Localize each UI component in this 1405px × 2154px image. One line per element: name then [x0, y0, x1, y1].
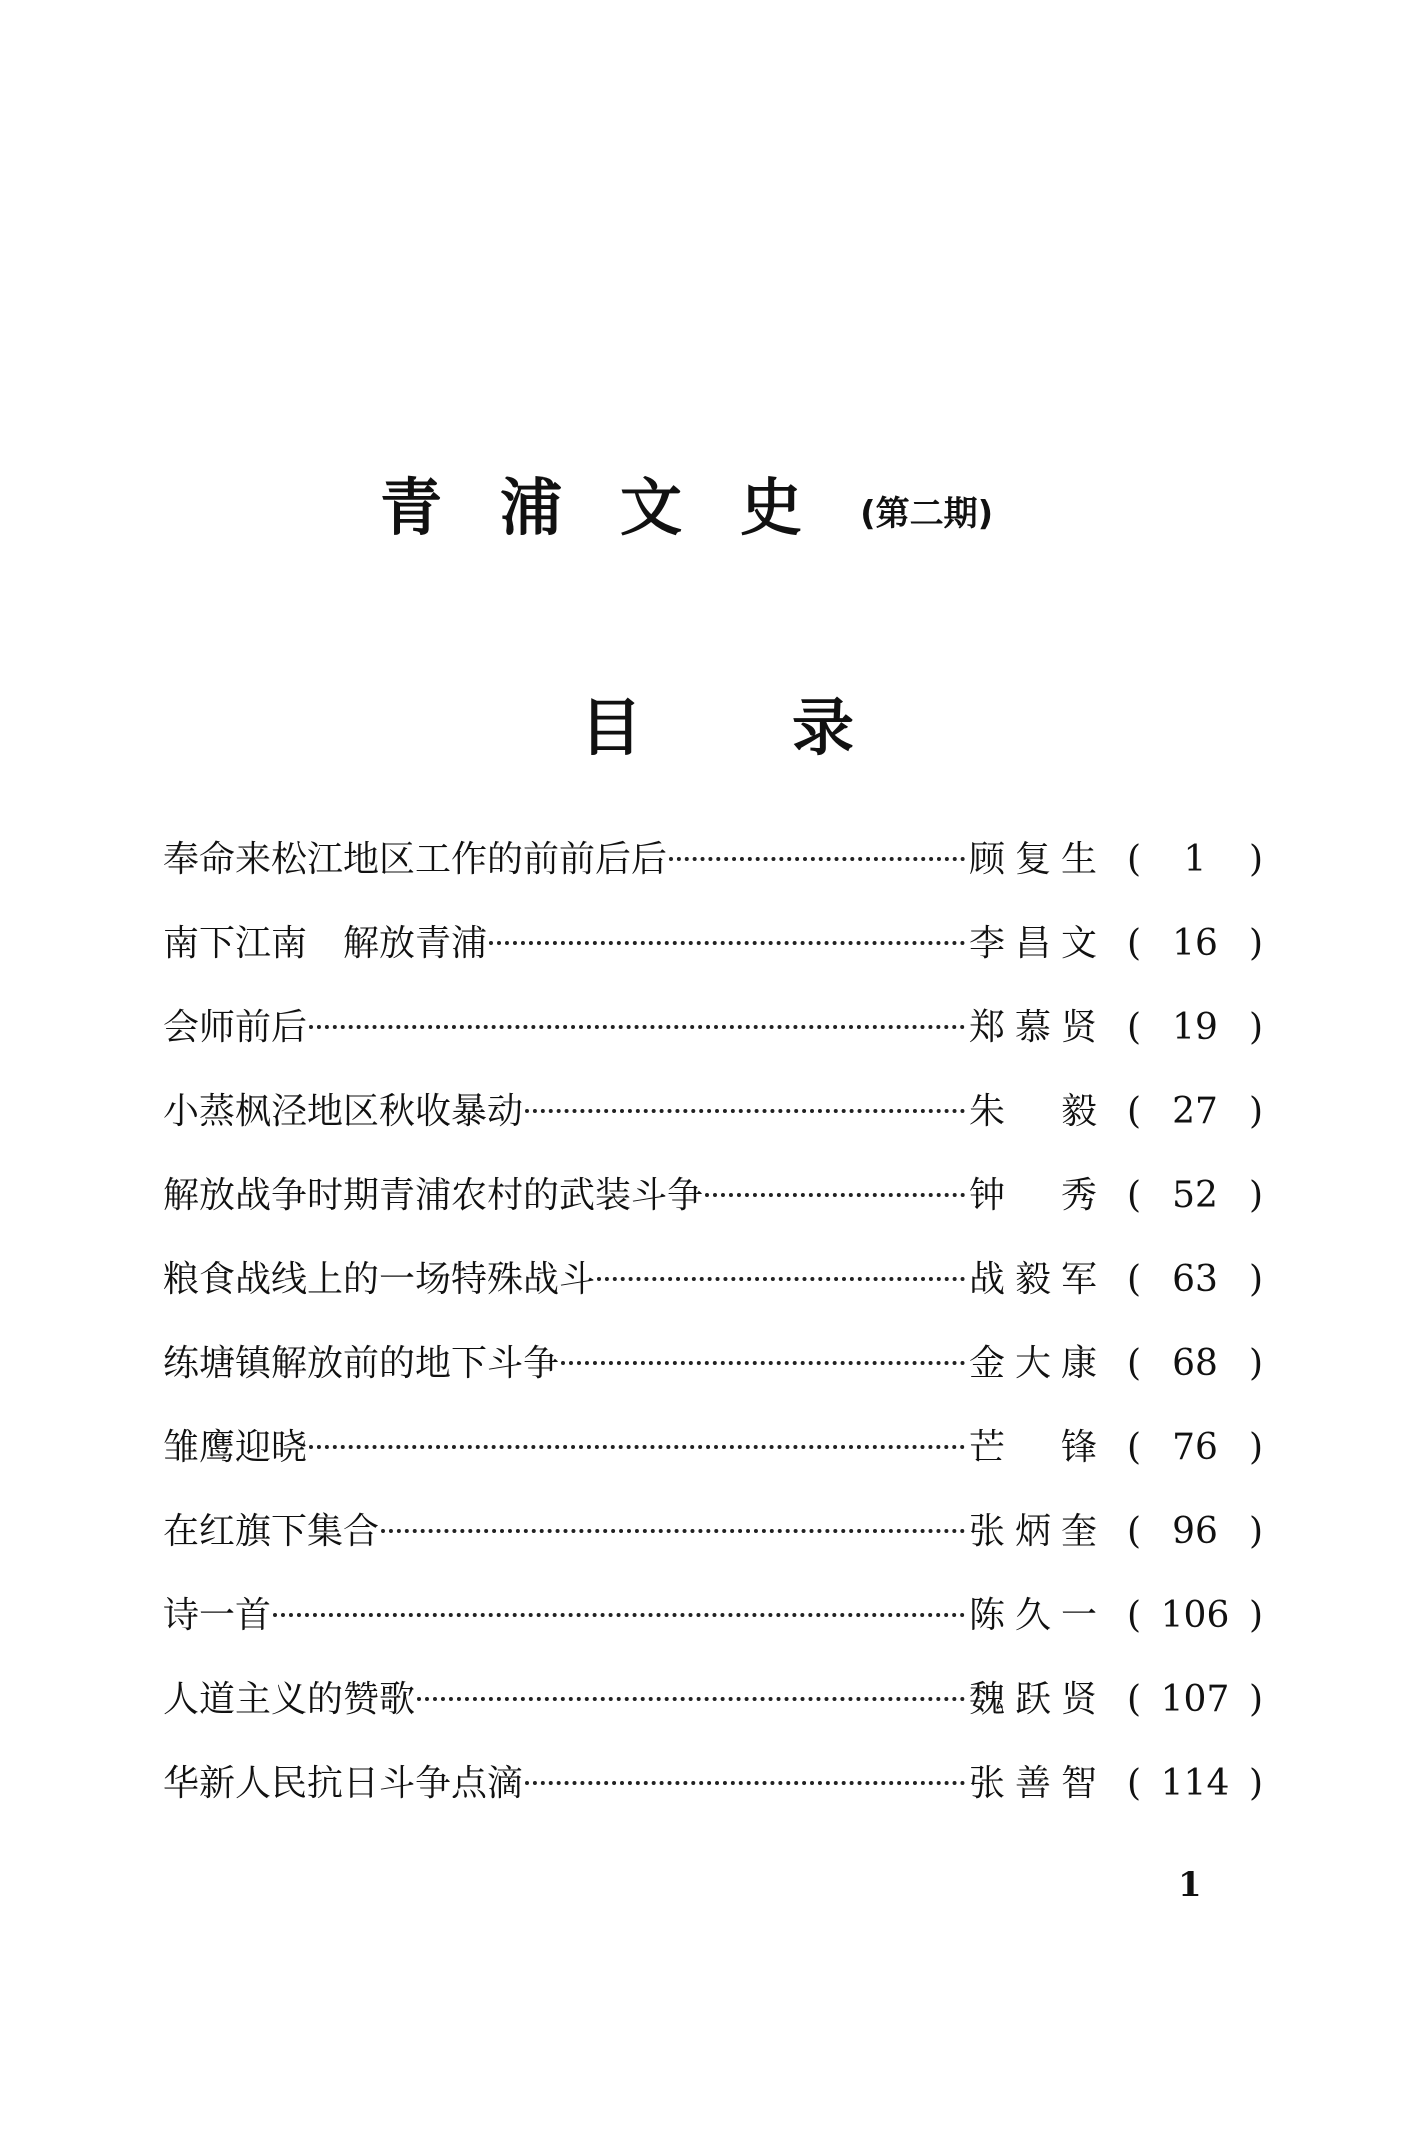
- toc-entry: [163, 1754, 1263, 1838]
- toc-entry-page: [1127, 998, 1263, 1058]
- dot-leader: [309, 1025, 965, 1029]
- toc-entry-title: 小蒸枫泾地区秋收暴动: [163, 1091, 524, 1132]
- title-char: 史: [740, 471, 803, 544]
- toc-entry-author: 战毅军: [969, 1259, 1097, 1300]
- toc-heading: [580, 688, 854, 768]
- toc-entry: [163, 1586, 1263, 1670]
- toc-entry-page-number: 107: [1160, 1679, 1230, 1720]
- toc-entry-author: 芒 锋: [969, 1427, 1097, 1468]
- toc-entry-page-number: 19: [1172, 1007, 1218, 1048]
- paren-open: (: [1127, 1091, 1142, 1132]
- paren-close: ): [1248, 1259, 1263, 1300]
- toc-entry-page: [1127, 1418, 1263, 1478]
- paren-open: (: [1127, 1427, 1142, 1468]
- paren-open: (: [1127, 1259, 1142, 1300]
- title-char: 文: [620, 471, 683, 544]
- toc-entry-page-number: 63: [1172, 1259, 1218, 1300]
- toc-entry-page-number: 76: [1172, 1427, 1218, 1468]
- dot-leader: [309, 1445, 965, 1449]
- toc-entry-page: [1127, 1754, 1263, 1814]
- paren-close: ): [1248, 1595, 1263, 1636]
- toc-heading-char: 目: [580, 691, 643, 764]
- toc-entry-page: [1127, 1334, 1263, 1394]
- dot-leader: [273, 1613, 965, 1617]
- toc-entry-title: 人道主义的赞歌: [163, 1679, 416, 1720]
- paren-open: (: [1127, 1007, 1142, 1048]
- paren-close: ): [1248, 1175, 1263, 1216]
- title-char: 青: [380, 471, 443, 544]
- toc-entry-title: 诗一首: [163, 1595, 272, 1636]
- toc-entry-page: [1127, 1082, 1263, 1142]
- dot-leader: [705, 1193, 965, 1197]
- toc-entry-title: 奉命来松江地区工作的前前后后: [163, 839, 668, 880]
- toc-entry-page: [1127, 1670, 1263, 1730]
- toc-entry-page: [1127, 1166, 1263, 1226]
- toc-entry-author: 张善智: [969, 1763, 1097, 1804]
- toc-entry-author: 郑慕贤: [969, 1007, 1097, 1048]
- paren-open: (: [1127, 923, 1142, 964]
- toc-entry-author: 朱 毅: [969, 1091, 1097, 1132]
- toc-entry-page-number: 68: [1172, 1343, 1218, 1384]
- toc-entry-author: 顾复生: [969, 839, 1097, 880]
- toc-entry-title: 雏鹰迎晓: [163, 1427, 308, 1468]
- toc-entry: [163, 830, 1263, 914]
- toc-entry: [163, 914, 1263, 998]
- toc-entry: [163, 1250, 1263, 1334]
- toc-entry-page: [1127, 914, 1263, 974]
- dot-leader: [417, 1697, 965, 1701]
- table-of-contents: [163, 830, 1263, 1838]
- toc-entry-author: 魏跃贤: [969, 1679, 1097, 1720]
- paren-close: ): [1248, 839, 1263, 880]
- issue-label: (第二期): [860, 494, 994, 534]
- paren-close: ): [1248, 1763, 1263, 1804]
- toc-heading-char: 录: [792, 691, 855, 764]
- toc-entry-title: 粮食战线上的一场特殊战斗: [163, 1259, 596, 1300]
- paren-close: ): [1248, 1427, 1263, 1468]
- toc-entry-page-number: 114: [1160, 1763, 1230, 1804]
- toc-entry: [163, 1418, 1263, 1502]
- toc-entry-title: 会师前后: [163, 1007, 308, 1048]
- toc-entry: [163, 1082, 1263, 1166]
- page-number: 1: [1178, 1865, 1202, 1905]
- toc-entry: [163, 1166, 1263, 1250]
- toc-entry-title: 练塘镇解放前的地下斗争: [163, 1343, 560, 1384]
- dot-leader: [597, 1277, 965, 1281]
- toc-entry-page: [1127, 1502, 1263, 1562]
- toc-entry-title: 南下江南 解放青浦: [163, 923, 488, 964]
- paren-open: (: [1127, 839, 1142, 880]
- dot-leader: [489, 941, 965, 945]
- paren-open: (: [1127, 1679, 1142, 1720]
- toc-entry-page: [1127, 1250, 1263, 1310]
- toc-entry-page-number: 1: [1183, 839, 1207, 880]
- toc-entry: [163, 1502, 1263, 1586]
- paren-close: ): [1248, 1679, 1263, 1720]
- paren-open: (: [1127, 1511, 1142, 1552]
- toc-entry-page: [1127, 1586, 1263, 1646]
- toc-entry-title: 在红旗下集合: [163, 1511, 380, 1552]
- toc-entry: [163, 998, 1263, 1082]
- paren-close: ): [1248, 923, 1263, 964]
- dot-leader: [381, 1529, 965, 1533]
- paren-close: ): [1248, 1007, 1263, 1048]
- toc-entry: [163, 1334, 1263, 1418]
- dot-leader: [561, 1361, 965, 1365]
- toc-entry-page: [1127, 830, 1263, 890]
- toc-entry-page-number: 52: [1172, 1175, 1218, 1216]
- dot-leader: [525, 1781, 965, 1785]
- toc-entry-author: 张炳奎: [969, 1511, 1097, 1552]
- toc-entry-page-number: 16: [1172, 923, 1218, 964]
- publication-title: [380, 468, 993, 548]
- paren-open: (: [1127, 1763, 1142, 1804]
- paren-open: (: [1127, 1175, 1142, 1216]
- toc-entry-author: 金大康: [969, 1343, 1097, 1384]
- paren-open: (: [1127, 1343, 1142, 1384]
- toc-entry-title: 华新人民抗日斗争点滴: [163, 1763, 524, 1804]
- toc-entry-page-number: 106: [1160, 1595, 1230, 1636]
- dot-leader: [525, 1109, 965, 1113]
- toc-entry-title: 解放战争时期青浦农村的武装斗争: [163, 1175, 704, 1216]
- paren-close: ): [1248, 1343, 1263, 1384]
- toc-entry: [163, 1670, 1263, 1754]
- dot-leader: [669, 857, 965, 861]
- paren-close: ): [1248, 1511, 1263, 1552]
- toc-entry-author: 陈久一: [969, 1595, 1097, 1636]
- title-char: 浦: [500, 471, 563, 544]
- paren-open: (: [1127, 1595, 1142, 1636]
- toc-entry-author: 钟 秀: [969, 1175, 1097, 1216]
- toc-entry-page-number: 27: [1172, 1091, 1218, 1132]
- toc-entry-page-number: 96: [1172, 1511, 1218, 1552]
- paren-close: ): [1248, 1091, 1263, 1132]
- toc-entry-author: 李昌文: [969, 923, 1097, 964]
